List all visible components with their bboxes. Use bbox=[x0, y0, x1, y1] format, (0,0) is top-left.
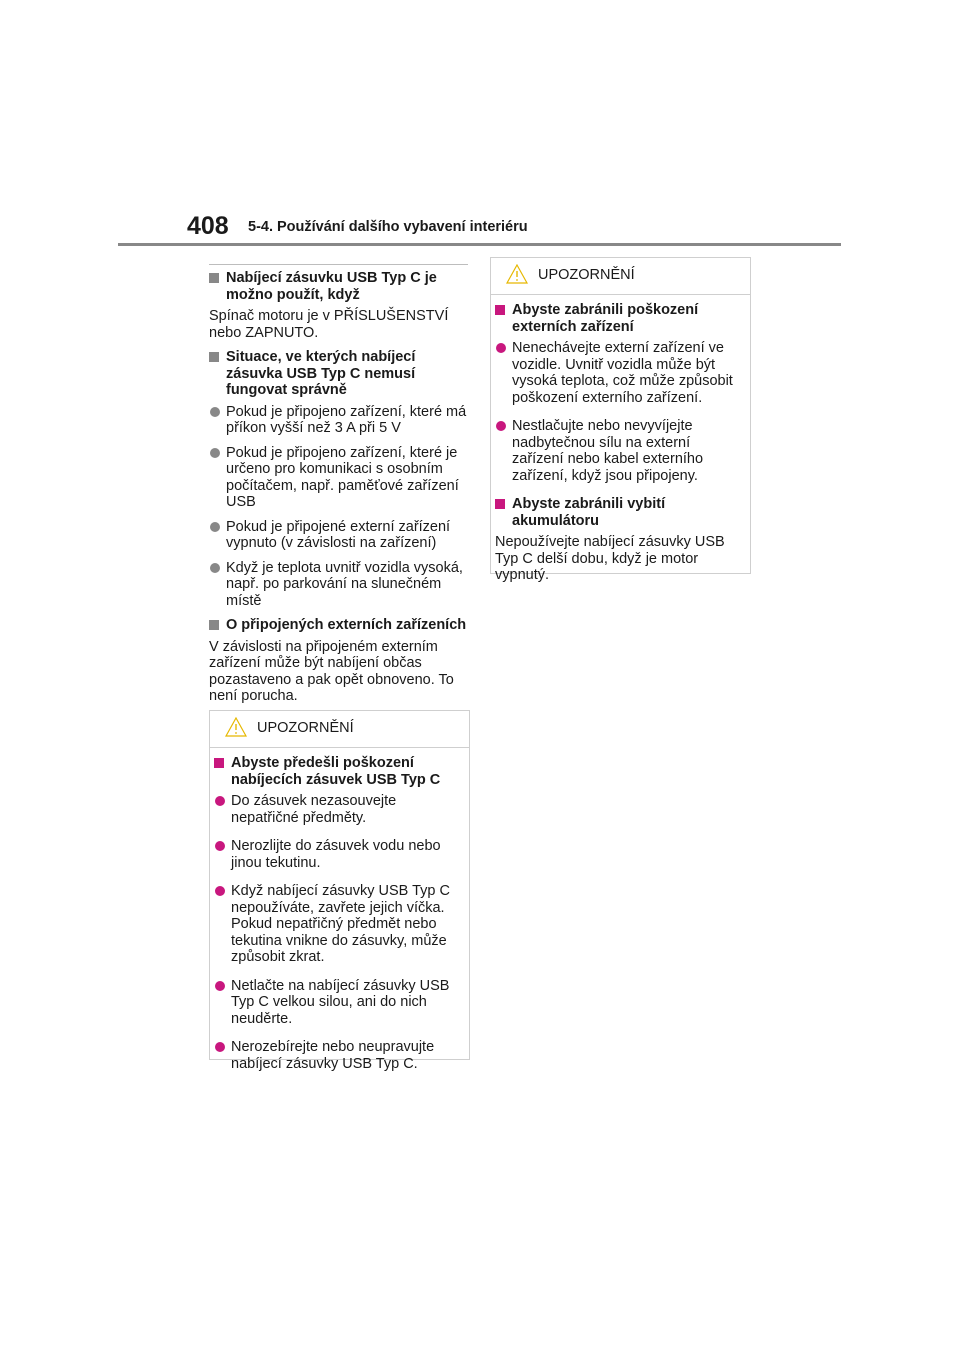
bullet-icon bbox=[496, 421, 506, 431]
list-item-text: Když nabíjecí zásuvky USB Typ C nepoužíváte, zavřete jejich víčka. Pokud nepatřičný předmět nebo tekutina vnikne do zásuvky, může způsobit zkrat. bbox=[231, 883, 450, 965]
caution-title: UPOZORNĚNÍ bbox=[538, 267, 635, 283]
bullet-icon bbox=[496, 343, 506, 353]
section-heading bbox=[209, 349, 467, 399]
list-item-text: Pokud je připojeno zařízení, které má příkon vyšší než 3 A při 5 V bbox=[226, 403, 467, 436]
list-item-text: Nenechávejte externí zařízení ve vozidle. Uvnitř vozidla může být vysoká teplota, což může způsobit poškození externího zařízení. bbox=[512, 340, 733, 406]
list-item bbox=[214, 838, 462, 871]
bullet-icon bbox=[215, 981, 225, 991]
square-marker-icon bbox=[209, 273, 219, 283]
caution-heading bbox=[495, 302, 743, 335]
list-item bbox=[209, 560, 467, 610]
caution-body bbox=[210, 748, 469, 1090]
bullet-icon bbox=[210, 448, 220, 458]
list-item-text: Netlačte na nabíjecí zásuvky USB Typ C velkou silou, ani do nich neuděrte. bbox=[231, 977, 450, 1027]
list-item-text: Pokud je připojené externí zařízení vypnuto (v závislosti na zařízení) bbox=[226, 518, 451, 551]
list-item-text: Když je teplota uvnitř vozidla vysoká, např. po parkování na slunečném místě bbox=[226, 559, 463, 609]
list-item bbox=[209, 404, 467, 437]
caution-header bbox=[210, 711, 469, 748]
list-item-text: Do zásuvek nezasouvejte nepatřičné předměty. bbox=[231, 793, 397, 826]
caution-heading bbox=[214, 755, 462, 788]
bullet-icon bbox=[215, 1042, 225, 1052]
list-item-text: Nerozebírejte nebo neupravujte nabíjecí zásuvky USB Typ C. bbox=[231, 1039, 435, 1072]
bullet-icon bbox=[210, 407, 220, 417]
list-item bbox=[214, 793, 462, 826]
heading-text: Abyste předešli poškození nabíjecích zásuvek USB Typ C bbox=[231, 755, 441, 788]
caution-title: UPOZORNĚNÍ bbox=[257, 720, 354, 736]
heading-text: Abyste zabránili poškození externích zařízení bbox=[512, 302, 699, 335]
bullet-icon bbox=[210, 522, 220, 532]
bullet-icon bbox=[215, 796, 225, 806]
list-item-text: Pokud je připojeno zařízení, které je určeno pro komunikaci s osobním počítačem, např. paměťové zařízení USB bbox=[226, 444, 459, 510]
list-item-text: Nestlačujte nebo nevyvíjejte nadbytečnou sílu na externí zařízení nebo kabel externího zařízení, když jsou připojeny. bbox=[512, 418, 704, 484]
list-item bbox=[209, 519, 467, 552]
chapter-title: 5-4. Používání dalšího vybavení interiéru bbox=[248, 219, 528, 235]
list-item bbox=[214, 978, 462, 1028]
heading-text: O připojených externích zařízeních bbox=[226, 617, 467, 633]
header-rule bbox=[118, 243, 841, 246]
list-item bbox=[214, 883, 462, 966]
square-marker-icon bbox=[209, 352, 219, 362]
list-item bbox=[495, 418, 743, 484]
left-column bbox=[209, 270, 467, 713]
square-marker-icon bbox=[495, 499, 505, 509]
square-marker-icon bbox=[214, 758, 224, 768]
list-item bbox=[495, 340, 743, 406]
caution-text: Nepoužívejte nabíjecí zásuvky USB Typ C delší dobu, když je motor vypnutý. bbox=[495, 534, 725, 583]
section-top-rule bbox=[209, 264, 468, 265]
section-text: Spínač motoru je v PŘÍSLUŠENSTVÍ nebo ZAPNUTO. bbox=[209, 308, 449, 341]
heading-text: Situace, ve kterých nabíjecí zásuvka USB Typ C nemusí fungovat správně bbox=[226, 349, 416, 398]
caution-box bbox=[209, 710, 470, 1072]
page-number: 408 bbox=[187, 212, 229, 240]
section-heading bbox=[209, 270, 467, 303]
caution-body bbox=[491, 295, 750, 598]
section-heading bbox=[209, 617, 467, 634]
warning-triangle-icon bbox=[225, 717, 247, 737]
square-marker-icon bbox=[209, 620, 219, 630]
list-item-text: Nerozlijte do zásuvek vodu nebo jinou tekutinu. bbox=[231, 838, 441, 871]
square-marker-icon bbox=[495, 305, 505, 315]
bullet-icon bbox=[215, 841, 225, 851]
heading-text: Abyste zabránili vybití akumulátoru bbox=[512, 496, 666, 529]
caution-box bbox=[490, 257, 751, 583]
list-item bbox=[209, 445, 467, 511]
list-item bbox=[214, 1039, 462, 1072]
caution-heading bbox=[495, 496, 743, 529]
section-text: V závislosti na připojeném externím zařízení může být nabíjení občas pozastaveno a pak opět obnoveno. To není porucha. bbox=[209, 638, 454, 704]
warning-triangle-icon bbox=[506, 264, 528, 284]
bullet-icon bbox=[210, 563, 220, 573]
bullet-icon bbox=[215, 886, 225, 896]
heading-text: Nabíjecí zásuvku USB Typ C je možno použít, když bbox=[226, 270, 437, 303]
caution-header bbox=[491, 258, 750, 295]
